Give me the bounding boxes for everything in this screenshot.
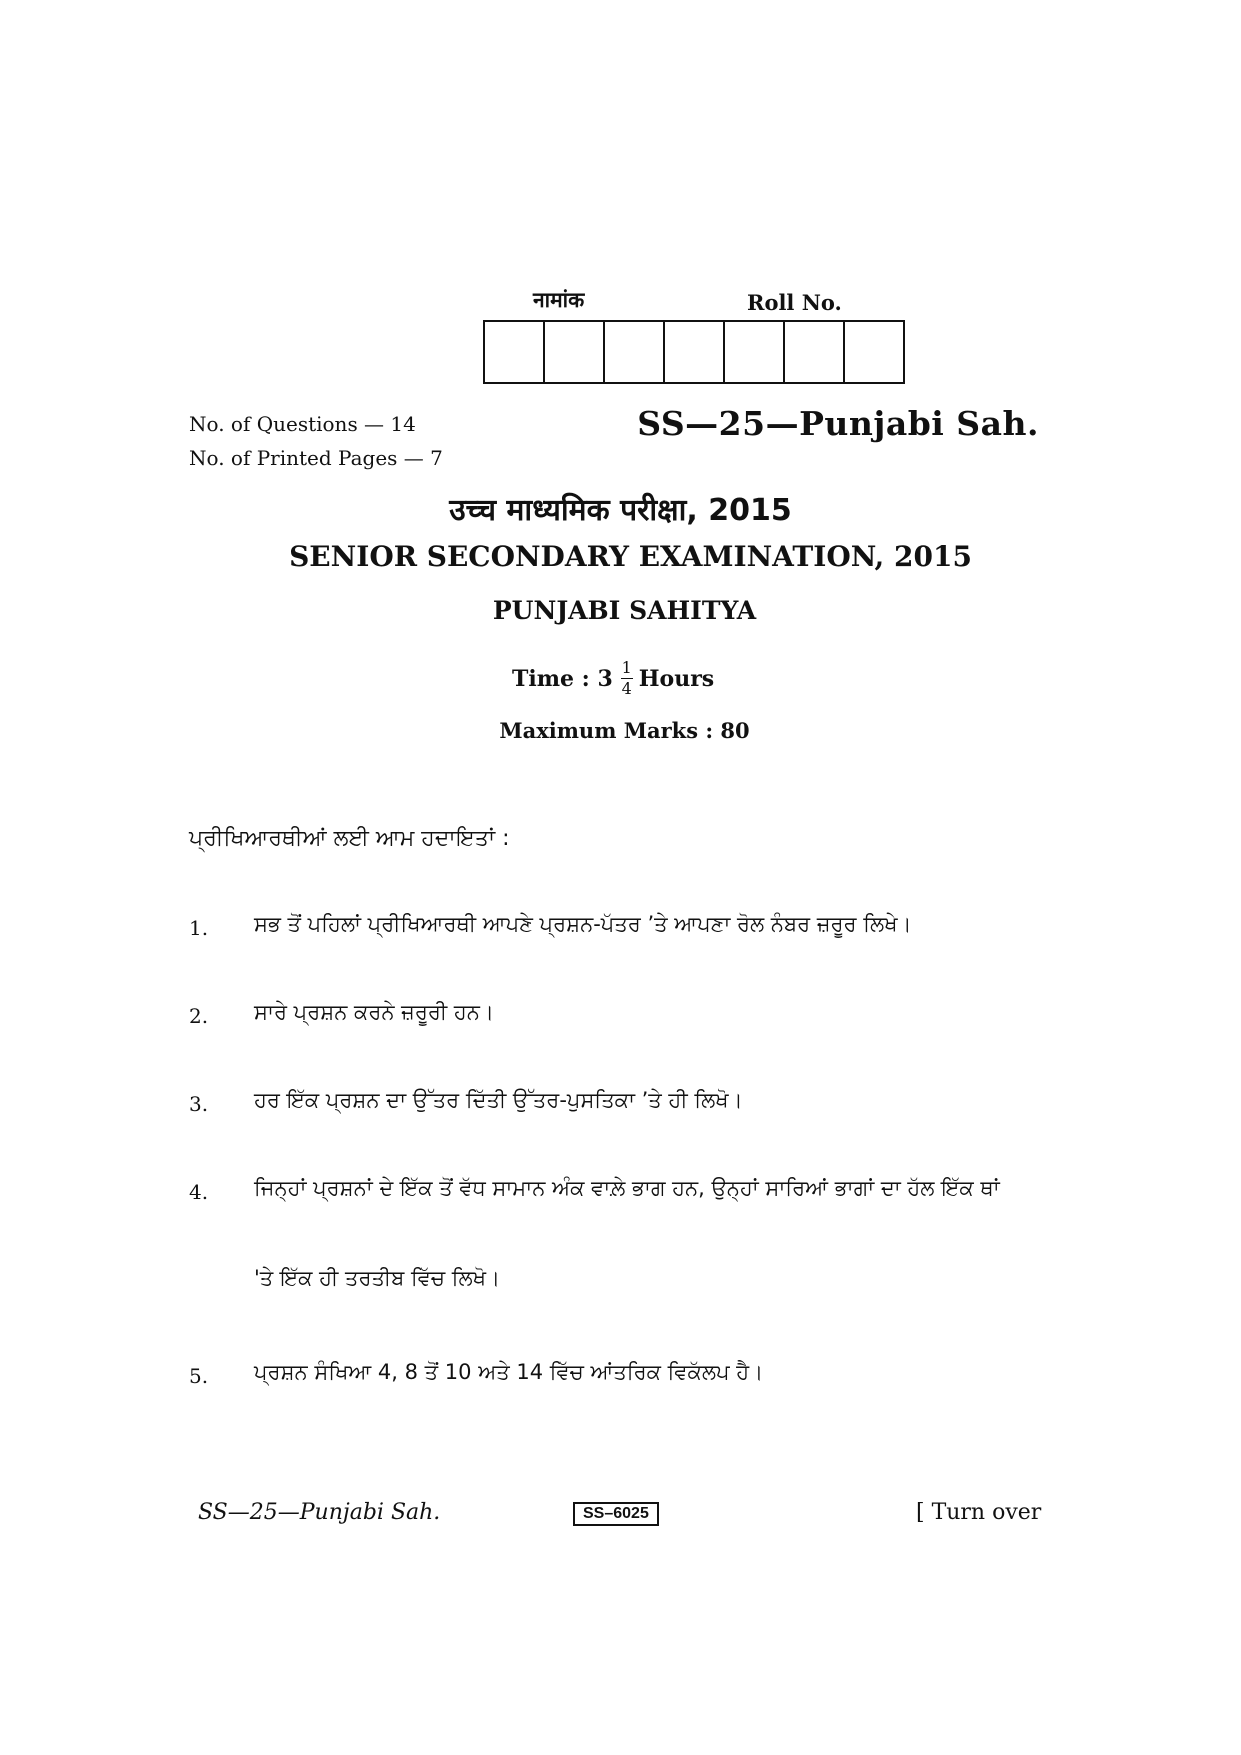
instruction-text: ਸਭ ਤੋਂ ਪਹਿਲਾਂ ਪ੍ਰੀਖਿਆਰਥੀ ਆਪਣੇ ਪ੍ਰਸ਼ਨ-ਪੱਤਰ ’ਤੇ ਆਪਣਾ ਰੋਲ ਨੰਬਰ ਜ਼ਰੂਰ ਲਿਖੇ।	[254, 912, 912, 936]
instruction-number: 1.	[189, 916, 209, 940]
roll-box[interactable]	[545, 322, 605, 382]
instruction-continuation: 'ਤੇ ਇੱਕ ਹੀ ਤਰਤੀਬ ਵਿੱਚ ਲਿਖੋ।	[254, 1266, 501, 1290]
roll-label-hindi: नामांक	[533, 288, 585, 312]
roll-number-boxes[interactable]	[483, 320, 905, 384]
fraction-denominator: 4	[621, 679, 632, 698]
paper-code: SS—25—Punjabi Sah.	[637, 404, 1039, 443]
instruction-text: ਸਾਰੇ ਪ੍ਰਸ਼ਨ ਕਰਨੇ ਜ਼ਰੂਰੀ ਹਨ।	[254, 1000, 495, 1024]
roll-box[interactable]	[605, 322, 665, 382]
time-fraction	[621, 660, 633, 697]
roll-box[interactable]	[785, 322, 845, 382]
time-prefix: Time : 3	[512, 665, 613, 692]
instruction-number: 3.	[189, 1092, 209, 1116]
roll-label-english: Roll No.	[747, 290, 842, 315]
time-suffix: Hours	[638, 665, 715, 692]
instruction-text: ਪ੍ਰਸ਼ਨ ਸੰਖਿਆ 4, 8 ਤੋਂ 10 ਅਤੇ 14 ਵਿੱਚ ਆਂਤਰਿਕ ਵਿਕੱਲਪ ਹੈ।	[254, 1360, 764, 1384]
number-of-questions: No. of Questions — 14	[189, 412, 416, 436]
subject-title: PUNJABI SAHITYA	[492, 596, 757, 625]
roll-box[interactable]	[485, 322, 545, 382]
time-allowed	[512, 660, 714, 697]
instruction-text: ਹਰ ਇੱਕ ਪ੍ਰਸ਼ਨ ਦਾ ਉੱਤਰ ਦਿੱਤੀ ਉੱਤਰ-ਪੁਸਤਿਕਾ ’ਤੇ ਹੀ ਲਿਖੋ।	[254, 1088, 743, 1112]
roll-box[interactable]	[725, 322, 785, 382]
maximum-marks: Maximum Marks : 80	[499, 718, 750, 743]
instruction-number: 4.	[189, 1180, 209, 1204]
exam-title-english: SENIOR SECONDARY EXAMINATION, 2015	[289, 540, 972, 573]
turn-over-note: [ Turn over	[916, 1500, 1042, 1525]
instruction-number: 2.	[189, 1004, 209, 1028]
instruction-text: ਜਿਨ੍ਹਾਂ ਪ੍ਰਸ਼ਨਾਂ ਦੇ ਇੱਕ ਤੋਂ ਵੱਧ ਸਾਮਾਨ ਅੰਕ ਵਾਲ਼ੇ ਭਾਗ ਹਨ, ਉਨ੍ਹਾਂ ਸਾਰਿਆਂ ਭਾਗਾਂ ਦਾ ਹੱਲ ਇੱਕ ਥਾਂ	[254, 1176, 1000, 1200]
instruction-number: 5.	[189, 1364, 209, 1388]
number-of-pages: No. of Printed Pages — 7	[189, 446, 443, 470]
fraction-numerator: 1	[621, 658, 632, 677]
exam-title-hindi: उच्च माध्यमिक परीक्षा, 2015	[449, 493, 792, 528]
footer-series-code: SS–6025	[573, 1502, 659, 1526]
instructions-heading: ਪ੍ਰੀਖਿਆਰਥੀਆਂ ਲਈ ਆਮ ਹਦਾਇਤਾਂ :	[189, 826, 510, 851]
footer-paper-code: SS—25—Punjabi Sah.	[198, 1500, 441, 1525]
roll-box[interactable]	[665, 322, 725, 382]
roll-box[interactable]	[845, 322, 905, 382]
